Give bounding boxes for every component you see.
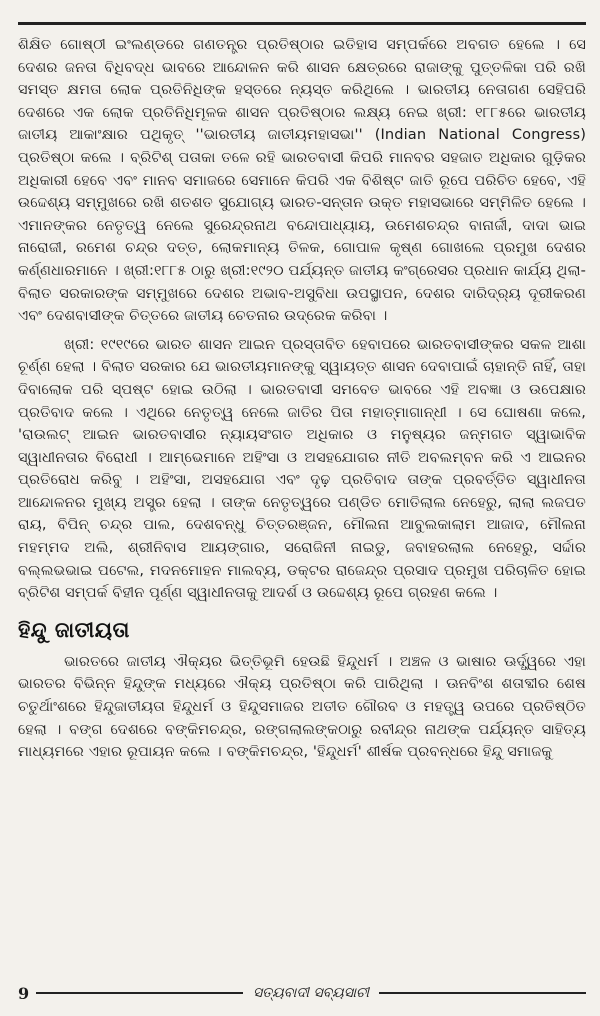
body-paragraph-2: ଖ୍ରୀ: ୧୯୧୯ରେ ଭାରତ ଶାସନ ଆଇନ ପ୍ରସ୍ତାବିତ ହେବାପରେ ଭାରତବାସୀଙ୍କର ସକଳ ଆଶା ଚୂର୍ଣ୍ଣ ହେଲା । ବିଲାତ ସରକାର ଯେ ଭାରତୀୟମାନଙ୍କୁ ସ୍ୱାୟତ୍ତ ଶାସନ ଦେବାପାଇଁ ଚାହାନ୍ତି ନାହିଁ, ତାହା ଦିବାଲୋକ ପରି ସ୍ପଷ୍ଟ ହୋଇ ଉଠିଲା । ଭାରତବାସୀ ସମବେତ ଭାବରେ ଏହି ଅବଜ୍ଞା ଓ ଉପେକ୍ଷାର ପ୍ରତିବାଦ କଲେ । ଏଥିରେ ନେତୃତ୍ୱ ନେଲେ ଜାତିର ପିତା ମହାତ୍ମାଗାନ୍ଧୀ । ସେ ଘୋଷଣା କଲେ, 'ରାଉଲଟ୍ ଆଇନ ଭାରତବାସୀର ନ୍ୟାୟସଂଗତ ଅଧିକାର ଓ ମନୁଷ୍ୟର ଜନ୍ମଗତ ସ୍ୱାଭାବିକ ସ୍ୱାଧୀନତାର ବିରୋଧୀ । ଆମ୍ଭେମାନେ ଅହିଂସା ଓ ଅସହଯୋଗର ନୀତି ଅବଲମ୍ବନ କରି ଏ ଆଇନର ପ୍ରତିରୋଧ କରିବୁ । ଅହିଂସା, ଅସହଯୋଗ ଏବଂ ଦୃଢ଼ ପ୍ରତିବାଦ ତାଙ୍କ ପ୍ରବର୍ତ୍ତିତ ସ୍ୱାଧୀନତା ଆନ୍ଦୋଳନର ମୁଖ୍ୟ ଅସ୍ତ୍ର ହେଲା । ତାଙ୍କ ନେତୃତ୍ୱରେ ପଣ୍ଡିତ ମୋତିଲାଲ ନେହେରୁ, ଲାଲା ଲଜପତ ରାୟ, ବିପିନ୍ ଚନ୍ଦ୍ର ପାଲ, ଦେଶବନ୍ଧୁ ଚିତ୍ତରଞ୍ଜନ, ମୌଲନା ଆବୁଲକାଲାମ ଆଜାଦ, ମୌଲନା ମହମ୍ମଦ ଅଲି, ଶ୍ରୀନିବାସ ଆୟଙ୍ଗାର, ସରୋଜିନୀ ନାଇଡୁ, ଜବାହରଲାଲ ନେହେରୁ, ସର୍ଦ୍ଦାର ବଲ୍ଲଭଭାଇ ପଟେଲ, ମଦନମୋହନ ମାଲବ୍ୟ, ଡକ୍ଟର ରାଜେନ୍ଦ୍ର ପ୍ରସାଦ ପ୍ରମୁଖ ପରିଚାଳିତ ହୋଇ ବ୍ରିଟିଶ ସମ୍ପର୍କ ବିହୀନ ପୂର୍ଣ୍ଣ ସ୍ୱାଧୀନତାକୁ ଆଦର୍ଶ ଓ ଉଦ୍ଦେଶ୍ୟ ରୂପେ ଗ୍ରହଣ କଲେ । — [18, 335, 586, 602]
footer-divider-left — [36, 992, 243, 994]
footer-divider-right — [379, 992, 586, 994]
page-body — [18, 34, 586, 972]
page-footer — [18, 982, 586, 1004]
running-title: ସତ୍ୟବାଦୀ ସବ୍ୟସାଚୀ — [252, 985, 370, 1001]
body-paragraph-3: ଭାରତରେ ଜାତୀୟ ଐକ୍ୟର ଭିତ୍ତିଭୂମି ହେଉଛି ହିନ୍ଦୁଧର୍ମ । ଅଞ୍ଚଳ ଓ ଭାଷାର ଊର୍ଦ୍ଧ୍ୱରେ ଏହା ଭାରତର ବିଭିନ୍ନ ହିନ୍ଦୁଙ୍କ ମଧ୍ୟରେ ଐକ୍ୟ ପ୍ରତିଷ୍ଠା କରି ପାରିଥିଲା । ଊନବିଂଶ ଶତାବ୍ଦୀର ଶେଷ ଚତୁର୍ଥାଂଶରେ ହିନ୍ଦୁଜାତୀୟତା ହିନ୍ଦୁଧର୍ମ ଓ ହିନ୍ଦୁସମାଜର ଅତୀତ ଗୌରବ ଓ ମହତ୍ତ୍ୱ ଉପରେ ପ୍ରତିଷ୍ଠିତ ହେଲା । ବଙ୍ଗ ଦେଶରେ ବଙ୍କିମଚନ୍ଦ୍ର, ରଙ୍ଗଲାଲଙ୍କଠାରୁ ରବୀନ୍ଦ୍ର ନାଥଙ୍କ ପର୍ଯ୍ୟନ୍ତ ସାହିତ୍ୟ ମାଧ୍ୟମରେ ଏହାର ରୂପାୟନ କଲେ । ବଙ୍କିମଚନ୍ଦ୍ର, 'ହିନ୍ଦୁଧର୍ମ' ଶୀର୍ଷକ ପ୍ରବନ୍ଧରେ ହିନ୍ଦୁ ସମାଜକୁ — [18, 652, 586, 761]
page-number: 9 — [18, 983, 30, 1003]
section-heading: ହିନ୍ଦୁ ଜାତୀୟତା — [18, 617, 130, 642]
body-paragraph-1: ଶିକ୍ଷିତ ଗୋଷ୍ଠୀ ଇଂଲଣ୍ଡରେ ଗଣତନ୍ତ୍ର ପ୍ରତିଷ୍ଠାର ଇତିହାସ ସମ୍ପର୍କରେ ଅବଗତ ହେଲେ । ସେ ଦେଶର ଜନତା ବିଧିବଦ୍ଧ ଭାବରେ ଆନ୍ଦୋଳନ କରି ଶାସନ କ୍ଷେତ୍ରରେ ରାଜାଙ୍କୁ ପୁତ୍ତଳିକା ପରି ରଖି ସମସ୍ତ କ୍ଷମତା ଲୋକ ପ୍ରତିନିଧିଙ୍କ ହସ୍ତରେ ନ୍ୟସ୍ତ କରିଥିଲେ । ଭାରତୀୟ ନେତାଗଣ ସେହିପରି ଦେଶରେ ଏକ ଲୋକ ପ୍ରତିନିଧିମୂଳକ ଶାସନ ପ୍ରତିଷ୍ଠାର ଲକ୍ଷ୍ୟ ନେଇ ଖ୍ରୀ: ୧୮୮୫ରେ ଭାରତୀୟ ଜାତୀୟ ଆକାଂକ୍ଷାର ପଥିକୃତ୍ ''ଭାରତୀୟ ଜାତୀୟମହାସଭା'' (Indian National Congress) ପ୍ରତିଷ୍ଠା କଲେ । ବ୍ରିଟିଶ୍ ପତାକା ତଳେ ରହି ଭାରତବାସୀ କିପରି ମାନବର ସହଜାତ ଅଧିକାର ଗୁଡ଼ିକର ଅଧିକାରୀ ହେବେ ଏବଂ ମାନବ ସମାଜରେ ସେମାନେ କିପରି ଏକ ବିଶିଷ୍ଟ ଜାତି ରୂପେ ପରିଚିତ ହେବେ, ଏହି ଉଦ୍ଦେଶ୍ୟ ସମ୍ମୁଖରେ ରଖି ଶତଶତ ସୁଯୋଗ୍ୟ ଭାରତ-ସନ୍ତାନ ଉକ୍ତ ମହାସଭାରେ ସମ୍ମିଳିତ ହେଲେ । ଏମାନଙ୍କର ନେତୃତ୍ୱ ନେଲେ ସୁରେନ୍ଦ୍ରନାଥ ବନ୍ଦୋପାଧ୍ୟାୟ, ଉମେଶଚନ୍ଦ୍ର ବାନାର୍ଜୀ, ଦାଦା ଭାଇ ନାରୋଜୀ, ରମେଶ ଚନ୍ଦ୍ର ଦତ୍ତ, ଲୋକମାନ୍ୟ ତିଳକ, ଗୋପାଳ କୃଷ୍ଣ ଗୋଖଲେ ପ୍ରମୁଖ ଦେଶର କର୍ଣ୍ଣଧାରମାନେ । ଖ୍ରୀ:୧୮୮୫ ଠାରୁ ଖ୍ରୀ:୧୯୨୦ ପର୍ଯ୍ୟନ୍ତ ଜାତୀୟ କଂଗ୍ରେସର ପ୍ରଧାନ କାର୍ଯ୍ୟ ଥିଲା-ବିଲାତ ସରକାରଙ୍କ ସମ୍ମୁଖରେ ଦେଶର ଅଭାବ-ଅସୁବିଧା ଉପସ୍ଥାପନ, ଦେଶର ଦାରିଦ୍ର୍ୟ ଦୂରୀକରଣ ଏବଂ ଦେଶବାସୀଙ୍କ ଚିତ୍ତରେ ଜାତୀୟ ଚେତନାର ଉଦ୍ରେକ କରିବା । — [18, 36, 586, 325]
top-divider — [18, 22, 586, 25]
